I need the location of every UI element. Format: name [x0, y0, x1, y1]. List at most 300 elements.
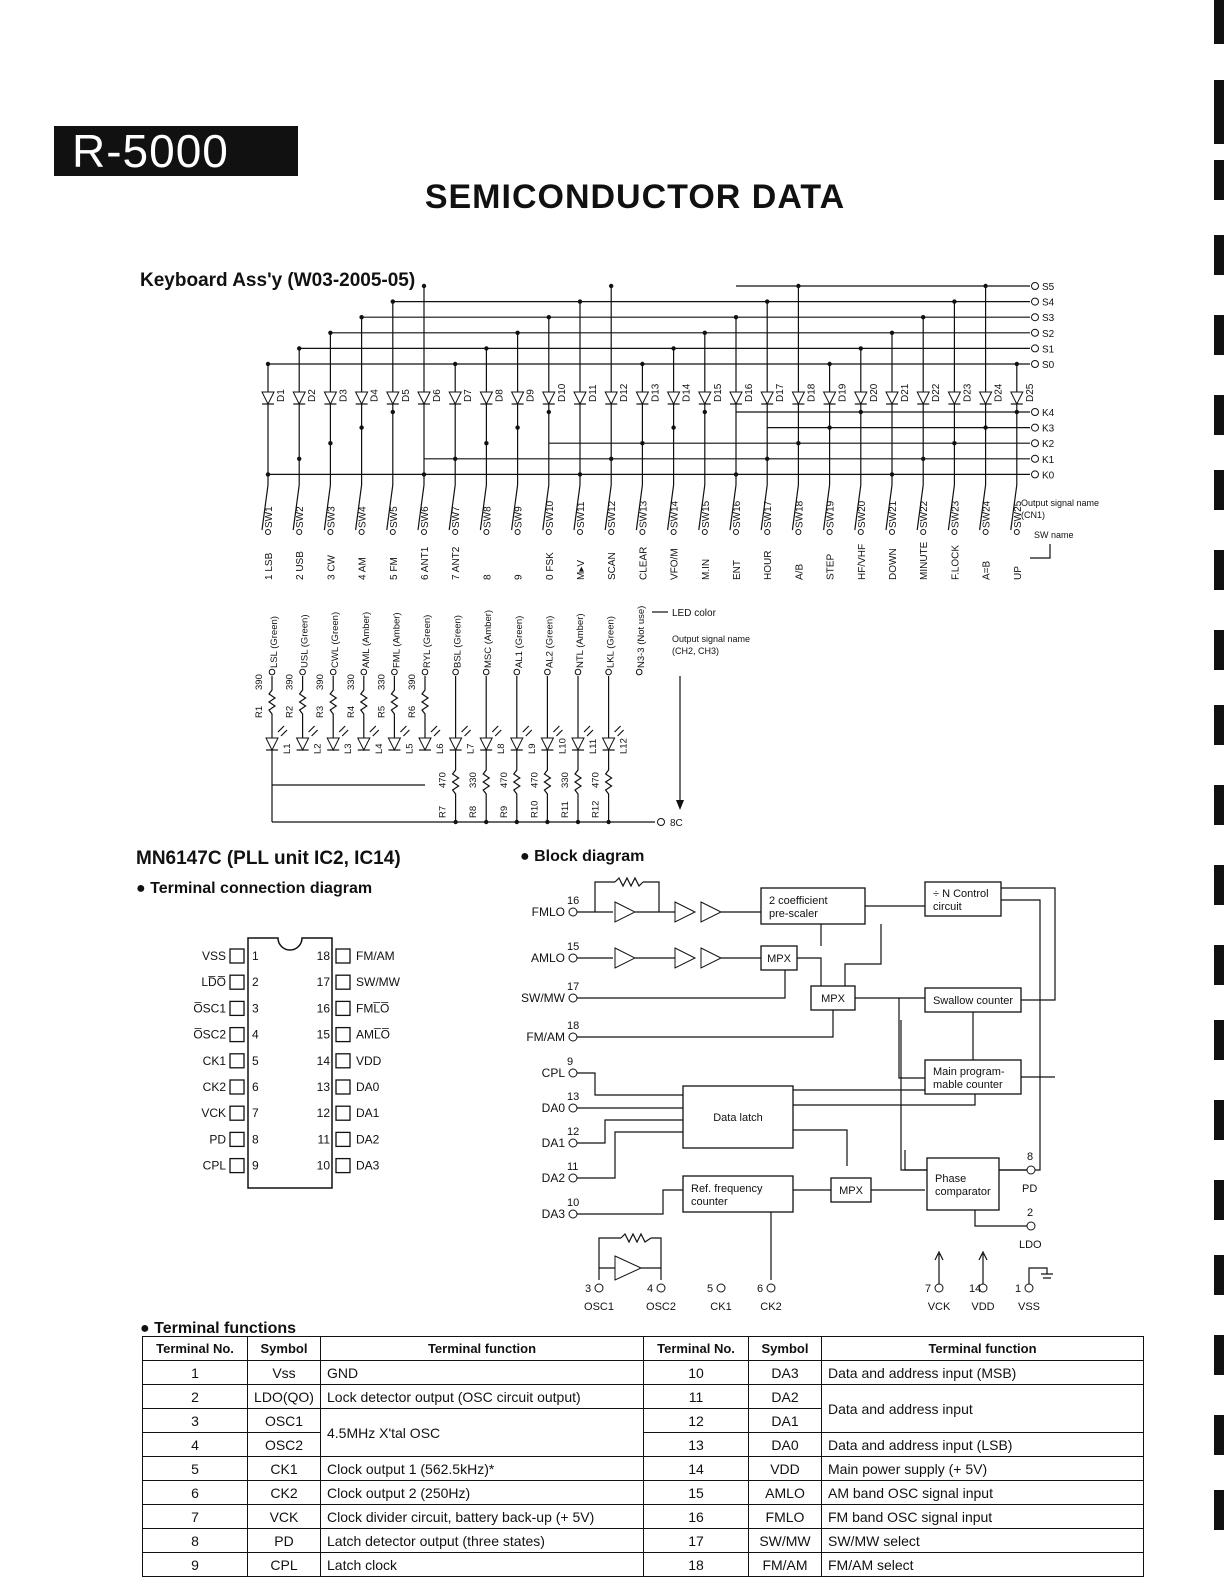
junction-dot [796, 441, 800, 445]
junction-dot [515, 331, 519, 335]
switch-contact-icon [890, 530, 895, 535]
key-label: SCAN [607, 552, 619, 580]
wire [1001, 888, 1055, 1000]
led-output-note: (CH2, CH3) [672, 646, 720, 656]
diode-label: D17 [775, 383, 787, 402]
led-output-note: Output signal name [672, 634, 751, 644]
wire [797, 924, 821, 986]
terminal-function: Clock output 1 (562.5kHz)* [321, 1457, 644, 1481]
wire [979, 1252, 987, 1284]
pin-name: PD [209, 1132, 226, 1147]
terminal-no: 7 [143, 1505, 248, 1529]
terminal-icon [300, 669, 306, 675]
terminal-no: 2 [143, 1385, 248, 1409]
pin-number: 1 [1015, 1283, 1022, 1295]
light-arrow-icon [431, 726, 440, 736]
prescaler-block-label: 2 coefficient [769, 895, 828, 907]
pin-square [230, 1001, 244, 1015]
terminal-no: 12 [644, 1409, 749, 1433]
diode-label: D23 [962, 383, 974, 402]
key-line-label: K0 [1042, 470, 1055, 482]
terminal-icon [1032, 314, 1039, 321]
led-icon [572, 738, 584, 750]
diode-label: D11 [588, 384, 599, 402]
terminal-function: GND [321, 1361, 644, 1385]
junction-dot [827, 425, 831, 429]
symbol: VCK [248, 1505, 321, 1529]
margin-mark [1214, 1180, 1224, 1220]
pin-name: CK1 [202, 1053, 226, 1068]
pin-square [230, 1106, 244, 1120]
pin-name: VDD [971, 1301, 995, 1313]
terminal-no: 16 [644, 1505, 749, 1529]
scan-line-label: S3 [1042, 313, 1055, 325]
pin-number: 4 [647, 1283, 654, 1295]
diode-label: D2 [307, 389, 319, 402]
terminal-icon [1032, 345, 1039, 352]
resistor-value: 330 [345, 674, 357, 690]
terminal-no: 14 [644, 1457, 749, 1481]
terminal-function: FM/AM select [822, 1553, 1144, 1577]
diode-label: D10 [556, 383, 568, 402]
diode-icon [1011, 392, 1023, 404]
switch-contact-icon [921, 530, 926, 535]
terminal-functions-table [142, 1336, 1144, 1577]
pin-number: 2 [1027, 1207, 1034, 1219]
diode-icon [480, 392, 492, 404]
margin-mark [1214, 1020, 1224, 1060]
key-label: M▸V [576, 559, 587, 580]
terminal-function: FM band OSC signal input [822, 1505, 1144, 1529]
terminal-function: Latch detector output (three states) [321, 1529, 644, 1553]
terminal-icon [1032, 424, 1039, 431]
resistor-icon [300, 676, 306, 732]
switch-contact-icon [422, 530, 427, 535]
pin-number: 5 [252, 1053, 259, 1068]
junction-dot [453, 457, 457, 461]
symbol: SW/MW [749, 1529, 822, 1553]
pin-name: CK1 [710, 1301, 732, 1313]
terminal-no: 18 [644, 1553, 749, 1577]
junction-dot [859, 346, 863, 350]
pin-number: 10 [567, 1197, 580, 1209]
pin-name: VSS [201, 949, 226, 963]
pin-name: CK2 [202, 1080, 226, 1094]
main-counter-block-label: mable counter [933, 1079, 1003, 1091]
margin-mark [1214, 0, 1224, 44]
terminal-icon [1025, 1284, 1033, 1292]
key-label: 6 ANT1 [420, 546, 431, 580]
led-label: CWL (Green) [330, 611, 342, 668]
output-signal-note: (CN1) [1021, 510, 1045, 520]
resistor-label: R9 [498, 805, 510, 818]
terminal-function: Lock detector output (OSC circuit output) [321, 1385, 644, 1409]
symbol: OSC2 [248, 1433, 321, 1457]
key-line-label: K4 [1042, 408, 1055, 419]
symbol: VDD [749, 1457, 822, 1481]
pin-number: 13 [316, 1080, 330, 1094]
diode-icon [855, 392, 867, 404]
terminal-icon [657, 1284, 665, 1292]
light-arrow-icon [553, 726, 562, 736]
page-title: SEMICONDUCTOR DATA [424, 178, 846, 216]
terminal-icon [1032, 283, 1039, 290]
pin-name: DA2 [356, 1132, 380, 1147]
resistor-label: R4 [345, 705, 357, 718]
resistor-value: 330 [560, 772, 571, 788]
terminal-function: AM band OSC signal input [822, 1481, 1144, 1505]
switch-label: SW2 [295, 506, 307, 528]
switch-label: SW4 [357, 506, 369, 528]
led-label: LSL (Green) [269, 616, 280, 668]
light-arrow-icon [492, 726, 501, 736]
junction-dot [266, 472, 270, 476]
pin-number: 18 [316, 949, 330, 963]
terminal-icon [935, 1284, 943, 1292]
pin-square [336, 1132, 350, 1146]
junction-dot [640, 441, 644, 445]
margin-mark [1214, 395, 1224, 435]
junction-dot [297, 457, 301, 461]
col-terminal-no: Terminal No. [143, 1337, 248, 1361]
junction-dot [515, 425, 519, 429]
col-terminal-function: Terminal function [321, 1337, 644, 1361]
junction-dot [734, 315, 738, 319]
terminal-function: 4.5MHz X'tal OSC [321, 1409, 644, 1457]
pin-name: O̅SC1 [193, 1001, 226, 1016]
led-icon [266, 738, 278, 750]
terminal-function: Data and address input (LSB) [822, 1433, 1144, 1457]
terminal-diagram-heading-text: Terminal connection diagram [150, 880, 373, 897]
pin-square [336, 1028, 350, 1042]
pin-number: 9 [252, 1158, 259, 1173]
wire [793, 1094, 975, 1105]
junction-dot [422, 472, 426, 476]
led-ref-label: L1 [282, 743, 293, 754]
diode-icon [917, 392, 929, 404]
pin-number: 14 [969, 1283, 982, 1295]
diode-icon [886, 392, 898, 404]
scan-line-label: S2 [1042, 328, 1055, 340]
phase-comparator-block-label: Phase [935, 1173, 967, 1185]
pin-name: FML̅O̅ [356, 1001, 390, 1016]
pin-number: 1 [252, 949, 259, 963]
led-icon [419, 738, 431, 750]
switch-contact-icon [671, 530, 676, 535]
margin-mark [1214, 80, 1224, 144]
symbol: OSC1 [248, 1409, 321, 1433]
wire [577, 1073, 683, 1095]
pin-number: 2 [252, 975, 259, 990]
key-line-label: K3 [1042, 423, 1055, 435]
terminal-icon [606, 669, 612, 675]
key-label: 5 FM [388, 557, 400, 580]
pin-name: DA3 [541, 1207, 565, 1221]
resistor-value: 390 [315, 674, 327, 690]
terminal-icon [658, 819, 665, 826]
terminal-functions-heading-text: Terminal functions [154, 1320, 297, 1337]
pin-square [230, 1132, 244, 1146]
wire [577, 970, 785, 998]
key-label: A/B [794, 563, 806, 580]
symbol: CK2 [248, 1481, 321, 1505]
n-control-block-label: ÷ N Control [933, 888, 989, 900]
resistor-icon [269, 676, 275, 732]
led-ref-label: L9 [526, 743, 538, 754]
junction-dot [359, 425, 363, 429]
diode-label: D14 [681, 383, 693, 402]
junction-dot [328, 331, 332, 335]
switch-contact-icon [390, 530, 395, 535]
margin-mark [1214, 160, 1224, 200]
switch-label: SW16 [732, 500, 743, 528]
junction-dot [1015, 362, 1019, 366]
buffer-icon [675, 902, 695, 922]
junction-dot [576, 820, 580, 824]
diode-icon [356, 392, 368, 404]
terminal-icon [361, 669, 367, 675]
diode-label: D19 [837, 383, 849, 402]
pin-number: 12 [316, 1106, 330, 1121]
junction-dot [297, 346, 301, 350]
pin-number: 8 [1027, 1151, 1034, 1163]
arrow-icon [676, 800, 684, 810]
margin-mark [1214, 865, 1224, 905]
key-label: HOUR [763, 550, 775, 580]
junction-dot [921, 315, 925, 319]
pin-number: 16 [567, 895, 580, 907]
switch-contact-icon [609, 530, 614, 535]
junction-dot [484, 346, 488, 350]
mpx-block-label: MPX [821, 993, 845, 1005]
pin-name: DA0 [356, 1080, 380, 1094]
symbol: FM/AM [749, 1553, 822, 1577]
buffer-icon [615, 1256, 641, 1280]
wire [793, 1130, 847, 1166]
key-label: 3 CW [326, 555, 338, 580]
terminal-no: 13 [644, 1433, 749, 1457]
terminal-function: SW/MW select [822, 1529, 1144, 1553]
switch-contact-icon [546, 530, 551, 535]
diode-label: D13 [650, 383, 662, 402]
key-label: A=B [981, 560, 993, 580]
diode-icon [699, 392, 711, 404]
diode-icon [824, 392, 836, 404]
prescaler-block-label: pre-scaler [769, 908, 818, 920]
margin-mark [1214, 1490, 1224, 1530]
terminal-icon [636, 669, 642, 675]
pin-square [230, 1080, 244, 1094]
switch-label: SW7 [451, 506, 463, 528]
switch-contact-icon [484, 530, 489, 535]
led-label: MSC (Amber) [483, 609, 495, 668]
diode-label: D5 [400, 389, 412, 402]
mpx-block-label: MPX [767, 953, 791, 965]
junction-dot [422, 284, 426, 288]
light-arrow-icon [584, 726, 593, 736]
switch-contact-icon [266, 530, 271, 535]
wire [901, 1020, 927, 1170]
switch-contact-icon [297, 530, 302, 535]
pin-name: AMLO [530, 951, 565, 965]
switch-label: SW20 [856, 500, 868, 528]
terminal-icon [453, 669, 459, 675]
col-terminal-function: Terminal function [822, 1337, 1144, 1361]
pin-square [230, 1159, 244, 1173]
key-label: 4 AM [357, 557, 369, 580]
col-symbol: Symbol [248, 1337, 321, 1361]
terminal-icon [392, 669, 398, 675]
terminal-icon [422, 669, 428, 675]
key-label: STEP [825, 553, 837, 580]
diode-icon [543, 392, 555, 404]
switch-label: SW13 [638, 500, 650, 528]
led-icon [327, 738, 339, 750]
led-icon [541, 738, 553, 750]
diode-label: D1 [276, 389, 287, 402]
led-label: LKL (Green) [605, 616, 617, 668]
resistor-icon [453, 750, 459, 822]
ic-pinout-diagram [190, 930, 430, 1200]
resistor-label: R5 [376, 705, 388, 718]
pin-name: SW/MW [521, 991, 565, 1005]
led-color-note: LED color [672, 608, 716, 619]
junction-dot [640, 362, 644, 366]
resistor-icon [361, 676, 367, 732]
table-row [143, 1457, 1144, 1481]
switch-label: SW11 [576, 501, 587, 528]
table-row [143, 1361, 1144, 1385]
table-row [143, 1385, 1144, 1409]
led-icon [388, 738, 400, 750]
resistor-label: R7 [437, 805, 449, 818]
key-line-label: K1 [1042, 454, 1055, 466]
terminal-icon [569, 994, 577, 1002]
terminal-icon [595, 1284, 603, 1292]
switch-label: SW12 [607, 500, 619, 528]
table-row [143, 1553, 1144, 1577]
terminal-icon [569, 1210, 577, 1218]
terminal-icon [1032, 440, 1039, 447]
symbol: CPL [248, 1553, 321, 1577]
wire [899, 998, 925, 1078]
diode-icon [761, 392, 773, 404]
junction-dot [547, 410, 551, 414]
key-label: 1 LSB [264, 552, 275, 580]
diode-label: D25 [1024, 383, 1036, 402]
terminal-no: 8 [143, 1529, 248, 1553]
diode-icon [730, 392, 742, 404]
wire [577, 1190, 683, 1214]
ground-icon [1029, 1268, 1053, 1284]
switch-label: SW8 [482, 506, 494, 528]
pin-number: 6 [252, 1080, 259, 1094]
keyboard-heading: Keyboard Ass'y (W03-2005-05) [140, 270, 416, 291]
diode-label: D20 [868, 383, 880, 402]
symbol: CK1 [248, 1457, 321, 1481]
led-label: USL (Green) [299, 614, 311, 668]
pin-name: FMLO [531, 905, 565, 919]
diode-label: D7 [463, 389, 475, 402]
terminal-icon [569, 1033, 577, 1041]
led-ref-label: L5 [404, 743, 416, 754]
symbol: FMLO [749, 1505, 822, 1529]
pin-square [230, 975, 244, 989]
pin-number: 9 [567, 1056, 574, 1068]
led-icon [511, 738, 523, 750]
pin-name: AML̅O̅ [356, 1027, 391, 1042]
data-latch-block-label: Data latch [713, 1112, 763, 1124]
resistor-label: R11 [560, 801, 571, 818]
junction-dot [606, 820, 610, 824]
led-label: N3-3 (Not use) [636, 605, 648, 668]
key-label: 8 [482, 574, 494, 580]
pin-square [336, 975, 350, 989]
pin-square [336, 1080, 350, 1094]
diode-label: D16 [744, 383, 755, 402]
switch-label: SW25 [1012, 500, 1024, 528]
diode-label: D15 [712, 383, 724, 402]
key-label: 7 ANT2 [451, 546, 463, 580]
margin-mark [1214, 945, 1224, 985]
margin-mark [1214, 1335, 1224, 1375]
diode-icon [574, 392, 586, 404]
resistor-icon [544, 750, 550, 822]
junction-dot [545, 820, 549, 824]
junction-dot [328, 441, 332, 445]
resistor-label: R3 [315, 705, 327, 718]
junction-dot [391, 410, 395, 414]
switch-label: SW23 [950, 500, 962, 528]
resistor-label: R12 [590, 800, 602, 818]
pin-number: 16 [316, 1001, 330, 1016]
junction-dot [547, 315, 551, 319]
pin-name: LD̅O̅ [201, 975, 226, 990]
diode-icon [449, 392, 461, 404]
resistor-label: R10 [529, 800, 541, 818]
pin-number: 17 [567, 981, 580, 993]
keyboard-schematic [0, 280, 1140, 840]
terminal-icon [1032, 329, 1039, 336]
scan-line-label: S1 [1042, 344, 1055, 356]
junction-dot [578, 472, 582, 476]
symbol: DA3 [749, 1361, 822, 1385]
led-label: AL2 (Green) [544, 615, 556, 668]
pin-number: 8 [252, 1132, 259, 1147]
pin-number: 10 [316, 1158, 330, 1173]
symbol: DA1 [749, 1409, 822, 1433]
resistor-icon [606, 750, 612, 822]
junction-dot [765, 299, 769, 303]
buffer-icon [675, 948, 695, 968]
terminal-icon [1032, 361, 1039, 368]
phase-comparator-block-label: comparator [935, 1186, 991, 1198]
key-label: ENT [732, 560, 743, 580]
symbol: DA0 [749, 1433, 822, 1457]
sw-name-pointer [1030, 544, 1050, 558]
diode-icon [262, 392, 274, 404]
junction-dot [266, 362, 270, 366]
symbol: DA2 [749, 1385, 822, 1409]
resistor-icon [422, 676, 428, 732]
terminal-function: Data and address input (MSB) [822, 1361, 1144, 1385]
wire [577, 1132, 683, 1178]
switch-contact-icon [765, 530, 770, 535]
led-ref-label: L2 [312, 743, 324, 754]
diode-icon [324, 392, 336, 404]
junction-dot [453, 362, 457, 366]
output-signal-note: Output signal name [1021, 498, 1100, 508]
